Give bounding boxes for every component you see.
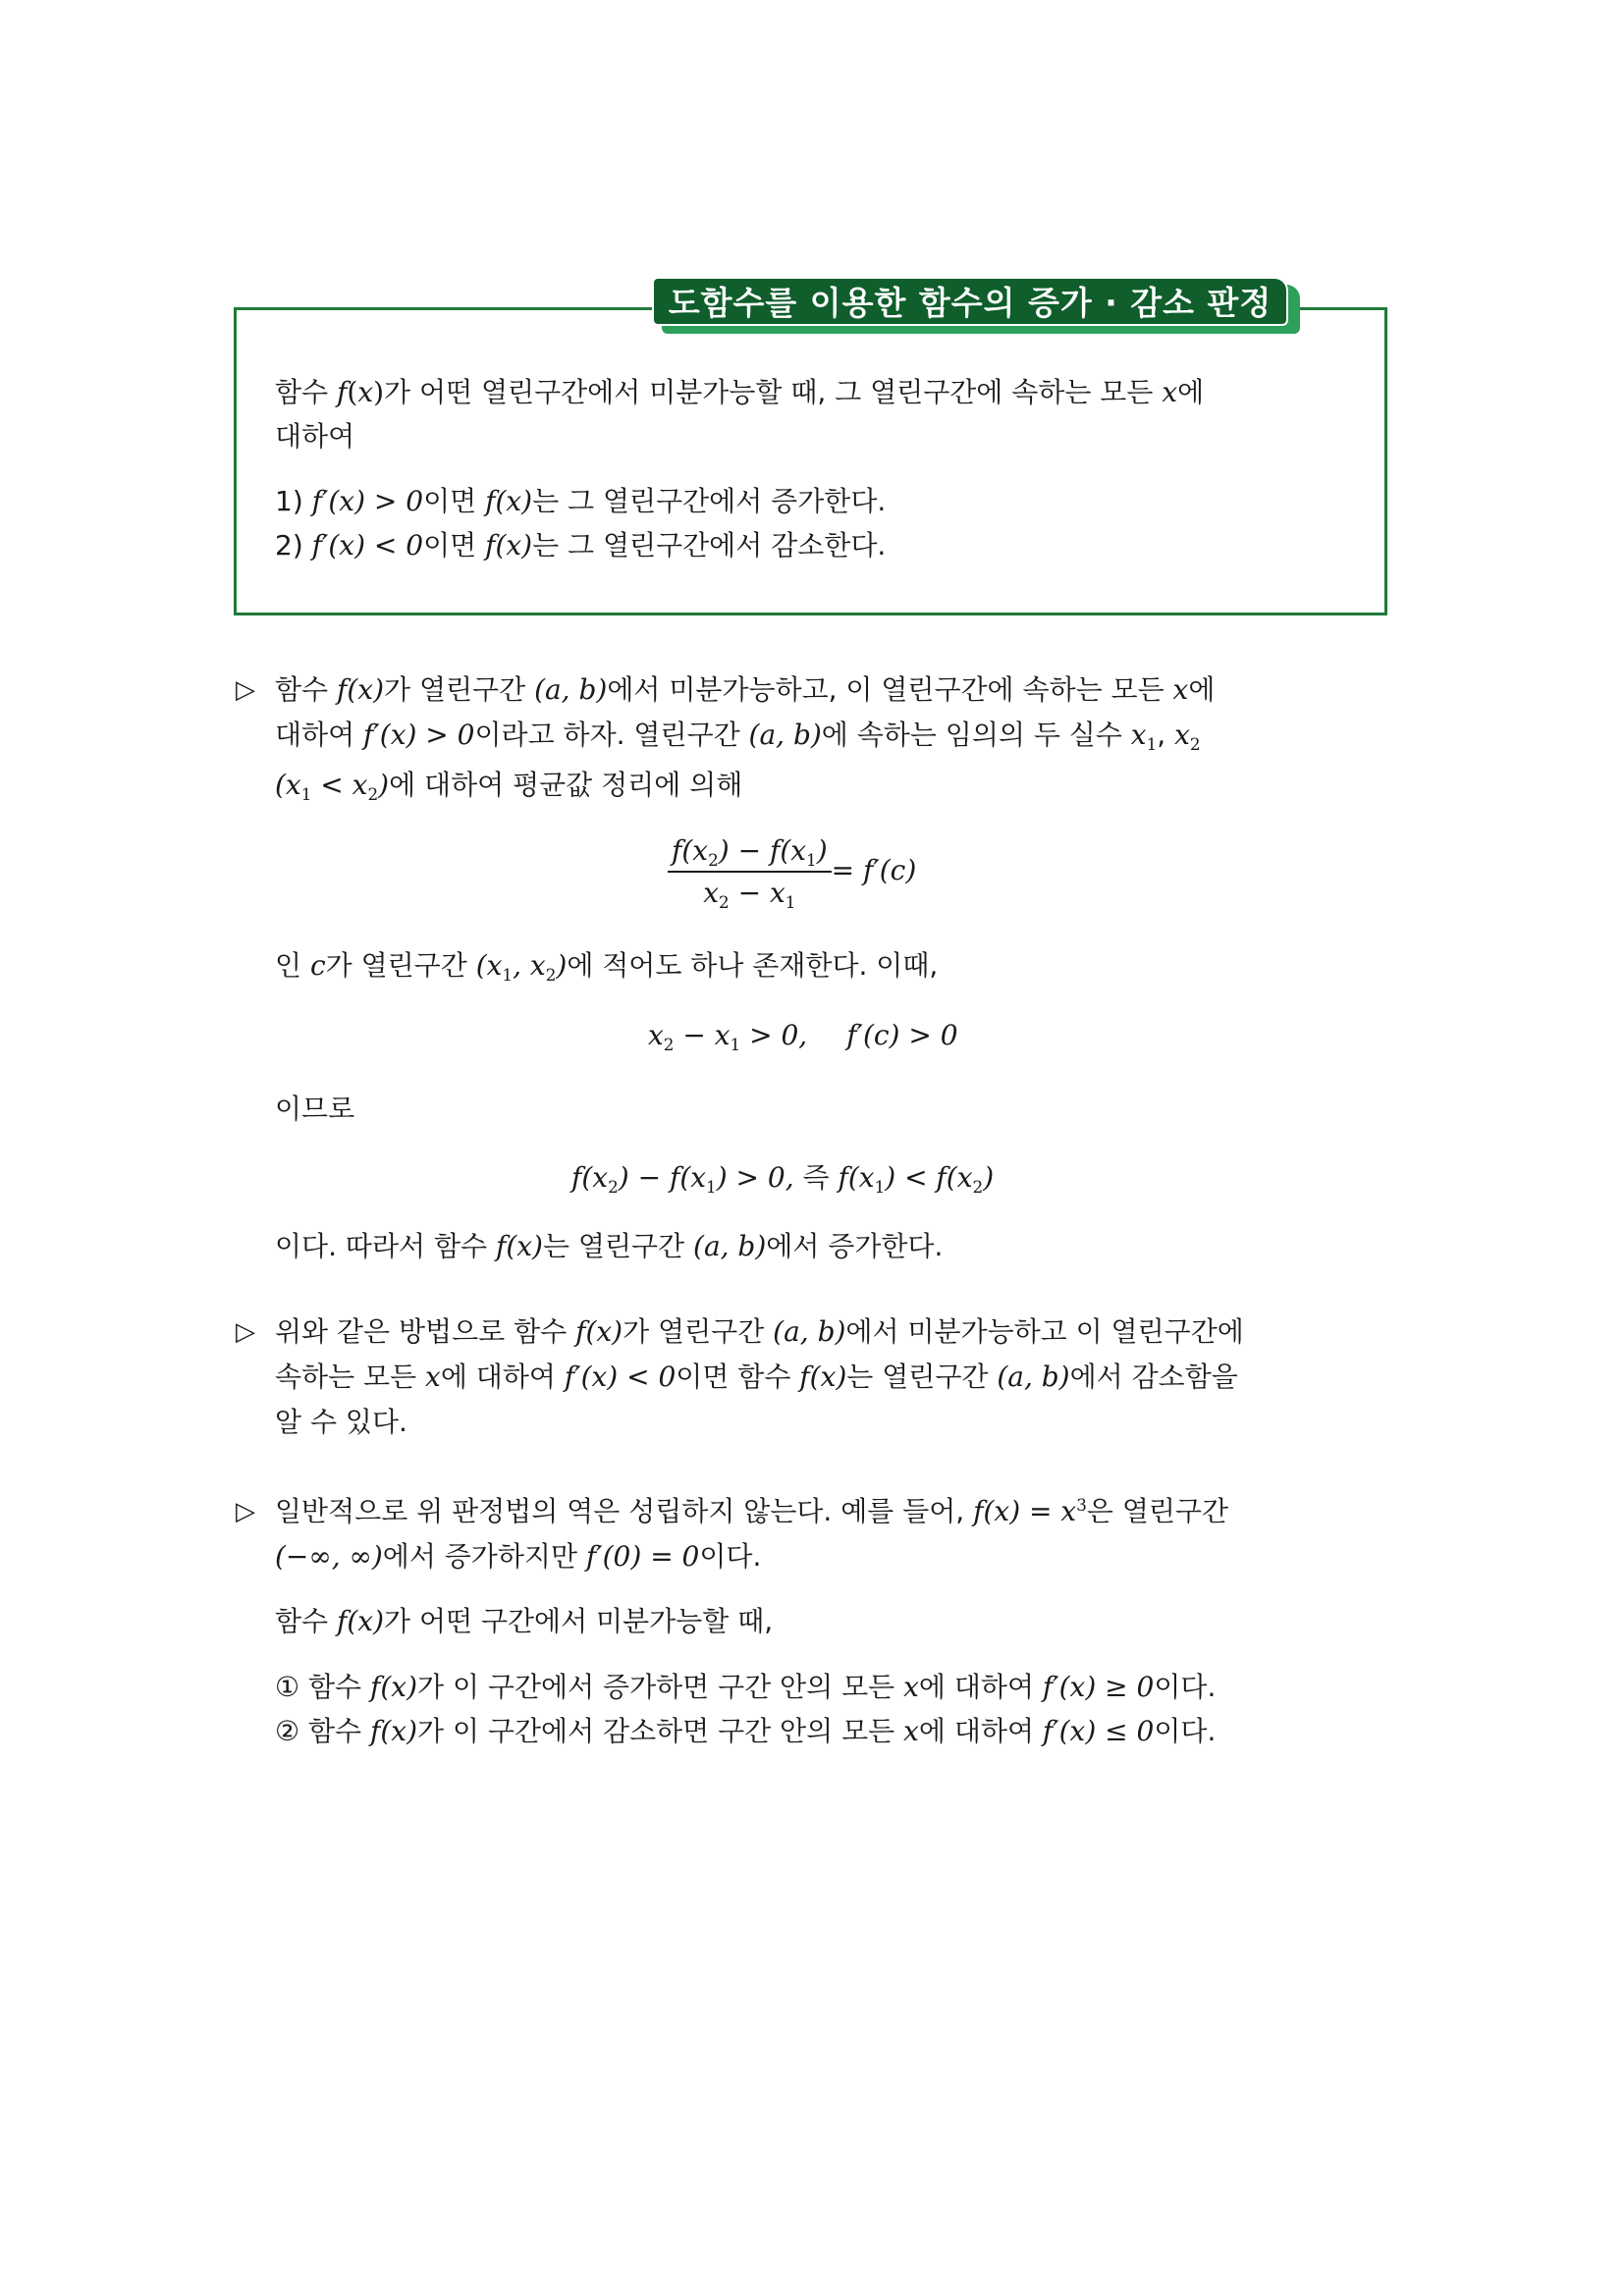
- para3-line-1: 일반적으로 위 판정법의 역은 성립하지 않는다. 예를 들어, $f(x) = x^3$은 열린구간: [275, 1494, 1229, 1527]
- theorem-title: 도함수를 이용한 함수의 증가 · 감소 판정: [652, 277, 1288, 326]
- proof-line-5: 이므로: [275, 1093, 355, 1125]
- para3-item-1: ① 함수 f(x)가 이 구간에서 증가하면 구간 안의 모든 x에 대하여 f′(x) ≥ 0이다.: [275, 1671, 1217, 1703]
- mvt-rhs: = f′(c): [831, 854, 917, 886]
- theorem-intro-line2: 대하여: [275, 420, 355, 453]
- proof-line-2: 대하여 f′(x) > 0이라고 하자. 열린구간 (a, b)에 속하는 임의의 두 실수 $x_1$, $x_2$: [275, 719, 1201, 754]
- mean-value-formula: [668, 834, 917, 912]
- para2-line-2: 속하는 모든 x에 대하여 f′(x) < 0이면 함수 f(x)는 열린구간 (a, b)에서 감소함을: [275, 1361, 1238, 1393]
- para3-line-3: 함수 f(x)가 어떤 구간에서 미분가능할 때,: [275, 1605, 774, 1637]
- mvt-fraction: [668, 834, 832, 912]
- bullet-triangle-icon: ▷: [236, 675, 255, 705]
- bullet-triangle-icon: ▷: [236, 1497, 255, 1526]
- theorem-title-banner: [652, 277, 1300, 334]
- proof-line-1: 함수 f(x)가 열린구간 (a, b)에서 미분가능하고, 이 열린구간에 속하는 모든 x에: [275, 673, 1216, 706]
- para2-line-1: 위와 같은 방법으로 함수 f(x)가 열린구간 (a, b)에서 미분가능하고 이 열린구간에: [275, 1315, 1244, 1348]
- proof-line-6: 이다. 따라서 함수 f(x)는 열린구간 (a, b)에서 증가한다.: [275, 1230, 944, 1262]
- inequality-formula: $x_2 - x_1 > 0$, f′(c) > 0: [648, 1019, 958, 1054]
- bullet-triangle-icon: ▷: [236, 1317, 255, 1347]
- result-formula: $f(x_2) - f(x_1) > 0$, 즉 $f(x_1) < f(x_2)$: [571, 1161, 995, 1197]
- proof-line-3: $(x_1 < x_2)$에 대하여 평균값 정리에 의해: [275, 769, 743, 804]
- theorem-item-1: 1) f′(x) > 0이면 f(x)는 그 열린구간에서 증가한다.: [275, 485, 887, 517]
- mvt-denominator: $x_2 - x_1$: [703, 877, 796, 912]
- para3-line-2: (−∞, ∞)에서 증가하지만 f′(0) = 0이다.: [275, 1540, 762, 1573]
- para3-item-2: ② 함수 f(x)가 이 구간에서 감소하면 구간 안의 모든 x에 대하여 f′(x) ≤ 0이다.: [275, 1715, 1217, 1747]
- theorem-intro-line1: 함수 f(x)가 어떤 열린구간에서 미분가능할 때, 그 열린구간에 속하는 모든 x에: [275, 376, 1205, 408]
- mvt-numerator: $f(x_2) - f(x_1)$: [668, 834, 832, 873]
- theorem-item-2: 2) f′(x) < 0이면 f(x)는 그 열린구간에서 감소한다.: [275, 529, 887, 561]
- proof-line-4: 인 c가 열린구간 ($x_1$, $x_2$)에 적어도 하나 존재한다. 이때,: [275, 949, 939, 985]
- para2-line-3: 알 수 있다.: [275, 1406, 407, 1438]
- theorem-box: [234, 307, 1387, 615]
